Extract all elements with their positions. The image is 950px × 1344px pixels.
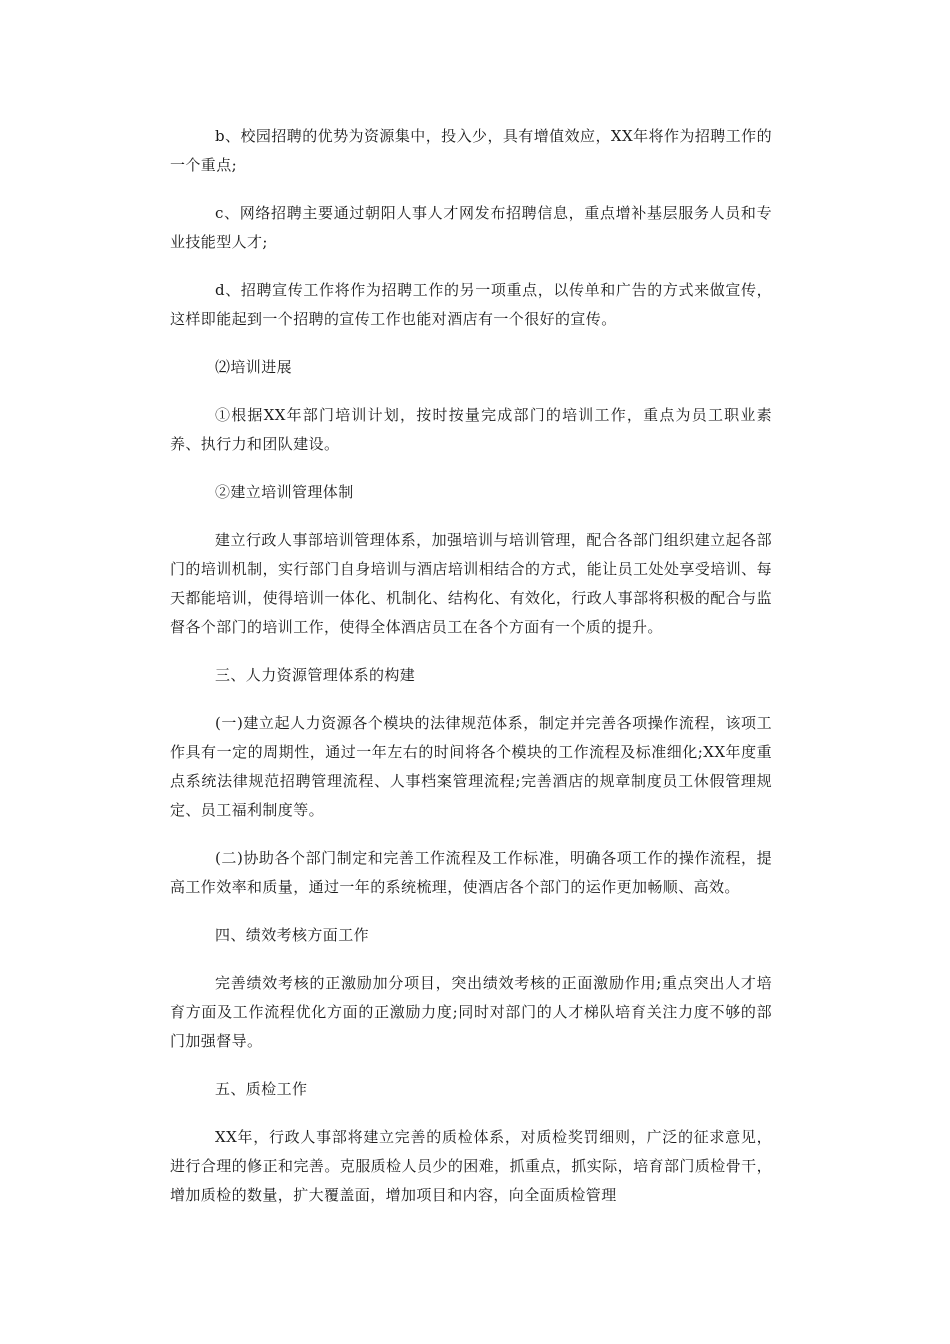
paragraph-legal-framework: (一)建立起人力资源各个模块的法律规范体系，制定并完善各项操作流程，该项工作具有一定的周期性，通过一年左右的时间将各个模块的工作流程及标准细化;XX年度重点系统法律规范招聘管理流程、人事档案管理流程;完善酒店的规章制度员工休假管理规定、员工福利制度等。	[170, 714, 772, 819]
paragraph-training-plan: ①根据XX年部门培训计划，按时按量完成部门的培训工作，重点为员工职业素养、执行力和团队建设。	[170, 406, 772, 453]
section-heading-quality-inspection: 五、质检工作	[215, 1080, 308, 1098]
paragraph-recruiting-promotion: d、招聘宣传工作将作为招聘工作的另一项重点，以传单和广告的方式来做宣传，这样即能起到一个招聘的宣传工作也能对酒店有一个很好的宣传。	[170, 281, 772, 328]
subheading-training-system: ②建立培训管理体制	[215, 483, 354, 501]
paragraph-quality-inspection: XX年，行政人事部将建立完善的质检体系，对质检奖罚细则，广泛的征求意见，进行合理的修正和完善。克服质检人员少的困难，抓重点，抓实际，培育部门质检骨干，增加质检的数量，扩大覆盖面，增加项目和内容，向全面质检管理	[170, 1128, 772, 1204]
section-heading-performance: 四、绩效考核方面工作	[215, 926, 370, 944]
paragraph-training-system: 建立行政人事部培训管理体系，加强培训与培训管理，配合各部门组织建立起各部门的培训机制，实行部门自身培训与酒店培训相结合的方式，能让员工处处享受培训、每天都能培训，使得培训一体化、机制化、结构化、有效化，行政人事部将积极的配合与监督各个部门的培训工作，使得全体酒店员工在各个方面有一个质的提升。	[170, 531, 772, 636]
paragraph-performance: 完善绩效考核的正激励加分项目，突出绩效考核的正面激励作用;重点突出人才培育方面及工作流程优化方面的正激励力度;同时对部门的人才梯队培育关注力度不够的部门加强督导。	[170, 974, 772, 1050]
subheading-training-progress: ⑵培训进展	[215, 358, 293, 376]
paragraph-online-recruiting: c、网络招聘主要通过朝阳人事人才网发布招聘信息，重点增补基层服务人员和专业技能型人才;	[170, 204, 772, 251]
section-heading-hr-system: 三、人力资源管理体系的构建	[215, 666, 416, 684]
document-body	[170, 122, 772, 1229]
paragraph-workflow-standards: (二)协助各个部门制定和完善工作流程及工作标准，明确各项工作的操作流程，提高工作效率和质量，通过一年的系统梳理，使酒店各个部门的运作更加畅顺、高效。	[170, 849, 772, 896]
paragraph-campus-recruiting: b、校园招聘的优势为资源集中，投入少，具有增值效应，XX年将作为招聘工作的一个重点;	[170, 127, 772, 174]
